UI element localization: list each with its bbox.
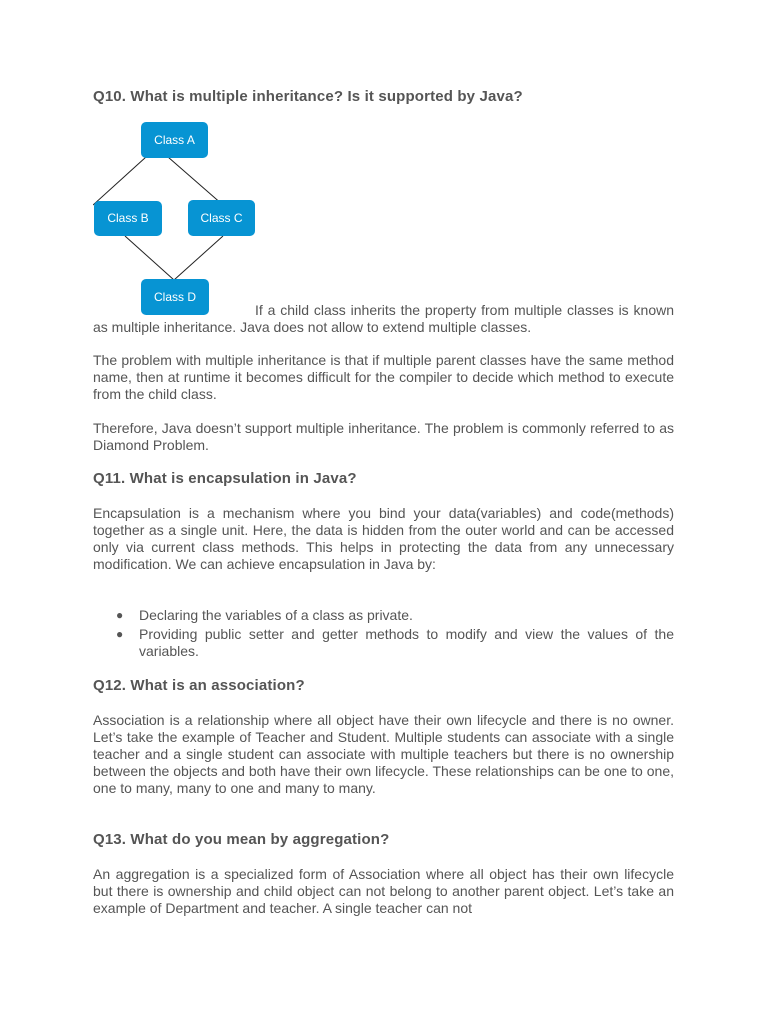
class-c-node: Class C xyxy=(188,200,255,236)
connector-b-d xyxy=(125,236,174,280)
list-item xyxy=(93,626,674,660)
q10-paragraph-1: If a child class inherits the property from multiple classes is known as multiple inheritance. Java does not allow to extend multiple classes. xyxy=(93,302,674,335)
class-a-node: Class A xyxy=(141,122,208,158)
q13-paragraph-1: An aggregation is a specialized form of Association where all object has their own lifecycle but there is ownership and child object can not belong to another parent object. Let’s take an example of Department and teacher. A single teacher can not xyxy=(93,866,674,916)
list-item-text: Providing public setter and getter methods to modify and view the values of the variables. xyxy=(139,626,674,659)
class-b-node: Class B xyxy=(94,201,162,236)
inheritance-diagram xyxy=(93,121,263,317)
connector-c-d xyxy=(174,236,223,280)
connector-a-c xyxy=(168,157,223,205)
class-d-node: Class D xyxy=(141,279,209,315)
list-item xyxy=(93,607,674,624)
q10-paragraph-3: Therefore, Java doesn’t support multiple inheritance. The problem is commonly referred to as Diamond Problem. xyxy=(93,420,674,453)
q11-heading: Q11. What is encapsulation in Java? xyxy=(93,470,357,487)
document-page xyxy=(93,0,674,1024)
list-item-text: Declaring the variables of a class as private. xyxy=(139,607,413,623)
q12-paragraph-1: Association is a relationship where all object have their own lifecycle and there is no owner. Let’s take the example of Teacher and Student. Multiple students can associate with a single teacher and a single student can associate with multiple teachers but there is no ownership between the objects and both have their own lifecycle. These relationships can be one to one, one to many, many to one and many to many. xyxy=(93,712,674,796)
q11-paragraph-1: Encapsulation is a mechanism where you bind your data(variables) and code(methods) together as a single unit. Here, the data is hidden from the outer world and can be accessed only via current class methods. This helps in protecting the data from any unnecessary modification. We can achieve encapsulation in Java by: xyxy=(93,505,674,572)
q13-heading: Q13. What do you mean by aggregation? xyxy=(93,831,390,848)
q12-heading: Q12. What is an association? xyxy=(93,677,305,694)
q10-heading: Q10. What is multiple inheritance? Is it supported by Java? xyxy=(93,88,523,105)
connector-a-b xyxy=(93,157,146,205)
q10-paragraph-2: The problem with multiple inheritance is that if multiple parent classes have the same method name, then at runtime it becomes difficult for the compiler to decide which method to execute from the child class. xyxy=(93,352,674,402)
bullet-icon: ● xyxy=(116,608,124,622)
bullet-icon: ● xyxy=(116,627,124,641)
encapsulation-bullet-list xyxy=(93,607,674,662)
